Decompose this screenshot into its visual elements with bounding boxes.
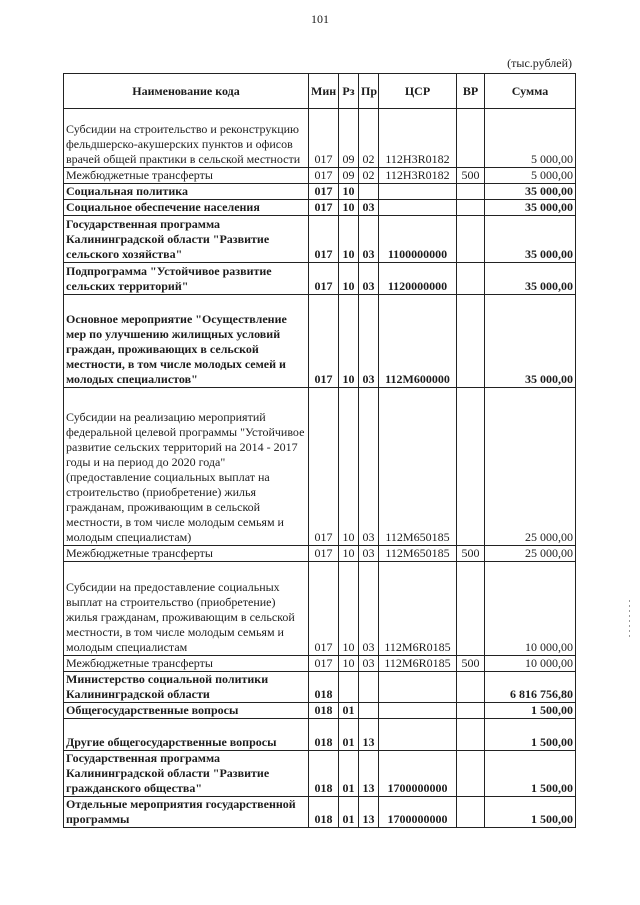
row-vr bbox=[457, 184, 485, 200]
row-name: Межбюджетные трансферты bbox=[64, 168, 309, 184]
row-vr bbox=[457, 672, 485, 703]
row-sum: 25 000,00 bbox=[485, 388, 576, 546]
row-vr bbox=[457, 388, 485, 546]
row-rz: 10 bbox=[339, 200, 359, 216]
row-sum: 1 500,00 bbox=[485, 719, 576, 751]
row-pr: 13 bbox=[359, 719, 379, 751]
table-row bbox=[64, 388, 576, 546]
row-rz: 09 bbox=[339, 168, 359, 184]
table-row bbox=[64, 184, 576, 200]
row-min: 017 bbox=[309, 263, 339, 295]
row-name: Государственная программа Калининградской области "Развитие сельского хозяйства" bbox=[64, 216, 309, 263]
row-min: 017 bbox=[309, 546, 339, 562]
row-min: 017 bbox=[309, 168, 339, 184]
row-vr bbox=[457, 751, 485, 797]
row-pr: 03 bbox=[359, 562, 379, 656]
units-label: (тыс.рублей) bbox=[507, 56, 572, 70]
header-pr: Пр bbox=[359, 74, 379, 109]
row-pr: 03 bbox=[359, 200, 379, 216]
row-vr bbox=[457, 703, 485, 719]
row-min: 017 bbox=[309, 388, 339, 546]
row-name: Социальное обеспечение населения bbox=[64, 200, 309, 216]
row-vr bbox=[457, 719, 485, 751]
row-min: 018 bbox=[309, 797, 339, 828]
row-pr bbox=[359, 672, 379, 703]
row-sum: 35 000,00 bbox=[485, 295, 576, 388]
row-name: Отдельные мероприятия государственной программы bbox=[64, 797, 309, 828]
row-min: 017 bbox=[309, 109, 339, 168]
row-vr bbox=[457, 263, 485, 295]
row-rz: 10 bbox=[339, 656, 359, 672]
row-sum: 10 000,00 bbox=[485, 656, 576, 672]
row-sum: 6 816 756,80 bbox=[485, 672, 576, 703]
row-vr: 500 bbox=[457, 656, 485, 672]
row-min: 018 bbox=[309, 703, 339, 719]
row-sum: 35 000,00 bbox=[485, 263, 576, 295]
row-csr: 1120000000 bbox=[379, 263, 457, 295]
budget-table bbox=[63, 73, 576, 828]
table-row bbox=[64, 216, 576, 263]
row-csr: 112Н3R0182 bbox=[379, 109, 457, 168]
row-csr bbox=[379, 703, 457, 719]
row-sum: 10 000,00 bbox=[485, 562, 576, 656]
row-min: 017 bbox=[309, 184, 339, 200]
row-csr: 112М600000 bbox=[379, 295, 457, 388]
row-pr: 13 bbox=[359, 751, 379, 797]
row-rz: 10 bbox=[339, 263, 359, 295]
table-row bbox=[64, 562, 576, 656]
row-pr: 03 bbox=[359, 388, 379, 546]
table-row bbox=[64, 656, 576, 672]
row-rz: 10 bbox=[339, 184, 359, 200]
row-rz: 10 bbox=[339, 562, 359, 656]
table-row bbox=[64, 200, 576, 216]
header-rz: Рз bbox=[339, 74, 359, 109]
row-min: 017 bbox=[309, 562, 339, 656]
table-header-row bbox=[64, 74, 576, 109]
row-rz: 09 bbox=[339, 109, 359, 168]
row-min: 017 bbox=[309, 656, 339, 672]
row-name: Общегосударственные вопросы bbox=[64, 703, 309, 719]
row-pr: 13 bbox=[359, 797, 379, 828]
row-csr: 1700000000 bbox=[379, 797, 457, 828]
row-min: 017 bbox=[309, 295, 339, 388]
row-vr: 500 bbox=[457, 168, 485, 184]
row-name: Межбюджетные трансферты bbox=[64, 656, 309, 672]
row-vr bbox=[457, 109, 485, 168]
table-row bbox=[64, 168, 576, 184]
header-vr: ВР bbox=[457, 74, 485, 109]
row-sum: 1 500,00 bbox=[485, 751, 576, 797]
table-row bbox=[64, 263, 576, 295]
row-csr bbox=[379, 719, 457, 751]
row-pr: 02 bbox=[359, 168, 379, 184]
row-min: 018 bbox=[309, 672, 339, 703]
row-min: 018 bbox=[309, 751, 339, 797]
table-row bbox=[64, 295, 576, 388]
row-pr bbox=[359, 184, 379, 200]
row-rz bbox=[339, 672, 359, 703]
table-row bbox=[64, 109, 576, 168]
row-sum: 35 000,00 bbox=[485, 184, 576, 200]
row-csr: 112М6R0185 bbox=[379, 562, 457, 656]
row-name: Межбюджетные трансферты bbox=[64, 546, 309, 562]
row-pr: 03 bbox=[359, 546, 379, 562]
row-name: Министерство социальной политики Калининградской области bbox=[64, 672, 309, 703]
row-csr: 112Н3R0182 bbox=[379, 168, 457, 184]
row-name: Другие общегосударственные вопросы bbox=[64, 719, 309, 751]
row-pr bbox=[359, 703, 379, 719]
row-min: 017 bbox=[309, 200, 339, 216]
row-name: Государственная программа Калининградской области "Развитие гражданского общества" bbox=[64, 751, 309, 797]
row-sum: 25 000,00 bbox=[485, 546, 576, 562]
row-rz: 01 bbox=[339, 719, 359, 751]
row-pr: 03 bbox=[359, 263, 379, 295]
row-rz: 01 bbox=[339, 751, 359, 797]
row-csr bbox=[379, 672, 457, 703]
table-row bbox=[64, 546, 576, 562]
row-sum: 5 000,00 bbox=[485, 109, 576, 168]
row-rz: 10 bbox=[339, 216, 359, 263]
row-csr: 1100000000 bbox=[379, 216, 457, 263]
page-number: 101 bbox=[311, 12, 329, 26]
row-min: 017 bbox=[309, 216, 339, 263]
row-rz: 01 bbox=[339, 703, 359, 719]
row-min: 018 bbox=[309, 719, 339, 751]
header-name: Наименование кода bbox=[64, 74, 309, 109]
row-name: Подпрограмма "Устойчивое развитие сельских территорий" bbox=[64, 263, 309, 295]
row-vr: 500 bbox=[457, 546, 485, 562]
header-sum: Сумма bbox=[485, 74, 576, 109]
row-csr: 112М650185 bbox=[379, 388, 457, 546]
row-name: Субсидии на строительство и реконструкцию фельдшерско-акушерских пунктов и офисов врачей общей практики в сельской местности bbox=[64, 109, 309, 168]
row-name: Основное мероприятие "Осуществление мер по улучшению жилищных условий граждан, проживающих в сельской местности, в том числе молодых семей и молодых специалистов" bbox=[64, 295, 309, 388]
table-row bbox=[64, 719, 576, 751]
row-rz: 10 bbox=[339, 295, 359, 388]
table-row bbox=[64, 703, 576, 719]
row-sum: 35 000,00 bbox=[485, 200, 576, 216]
row-vr bbox=[457, 200, 485, 216]
row-pr: 02 bbox=[359, 109, 379, 168]
row-rz: 01 bbox=[339, 797, 359, 828]
row-pr: 03 bbox=[359, 656, 379, 672]
row-csr bbox=[379, 200, 457, 216]
header-csr: ЦСР bbox=[379, 74, 457, 109]
table-row bbox=[64, 797, 576, 828]
row-pr: 03 bbox=[359, 295, 379, 388]
row-csr: 112М6R0185 bbox=[379, 656, 457, 672]
table-row bbox=[64, 672, 576, 703]
table-row bbox=[64, 751, 576, 797]
row-csr: 112М650185 bbox=[379, 546, 457, 562]
margin-scan-mark bbox=[628, 600, 631, 640]
header-min: Мин bbox=[309, 74, 339, 109]
row-pr: 03 bbox=[359, 216, 379, 263]
row-vr bbox=[457, 216, 485, 263]
row-csr bbox=[379, 184, 457, 200]
row-rz: 10 bbox=[339, 388, 359, 546]
row-name: Субсидии на предоставление социальных выплат на строительство (приобретение) жилья гражданам, проживающим в сельской местности, в том числе молодым семьям и молодым специалистам bbox=[64, 562, 309, 656]
row-sum: 1 500,00 bbox=[485, 703, 576, 719]
row-sum: 1 500,00 bbox=[485, 797, 576, 828]
row-csr: 1700000000 bbox=[379, 751, 457, 797]
row-sum: 35 000,00 bbox=[485, 216, 576, 263]
row-rz: 10 bbox=[339, 546, 359, 562]
row-vr bbox=[457, 295, 485, 388]
row-name: Субсидии на реализацию мероприятий федеральной целевой программы "Устойчивое развитие сельских территорий на 2014 - 2017 годы и на период до 2020 года" (предоставление социальных выплат на строительство (приобретение) жилья гражданам, проживающим в сельской местности, в том числе молодым семьям и молодым специалистам) bbox=[64, 388, 309, 546]
row-name: Социальная политика bbox=[64, 184, 309, 200]
row-sum: 5 000,00 bbox=[485, 168, 576, 184]
row-vr bbox=[457, 797, 485, 828]
row-vr bbox=[457, 562, 485, 656]
